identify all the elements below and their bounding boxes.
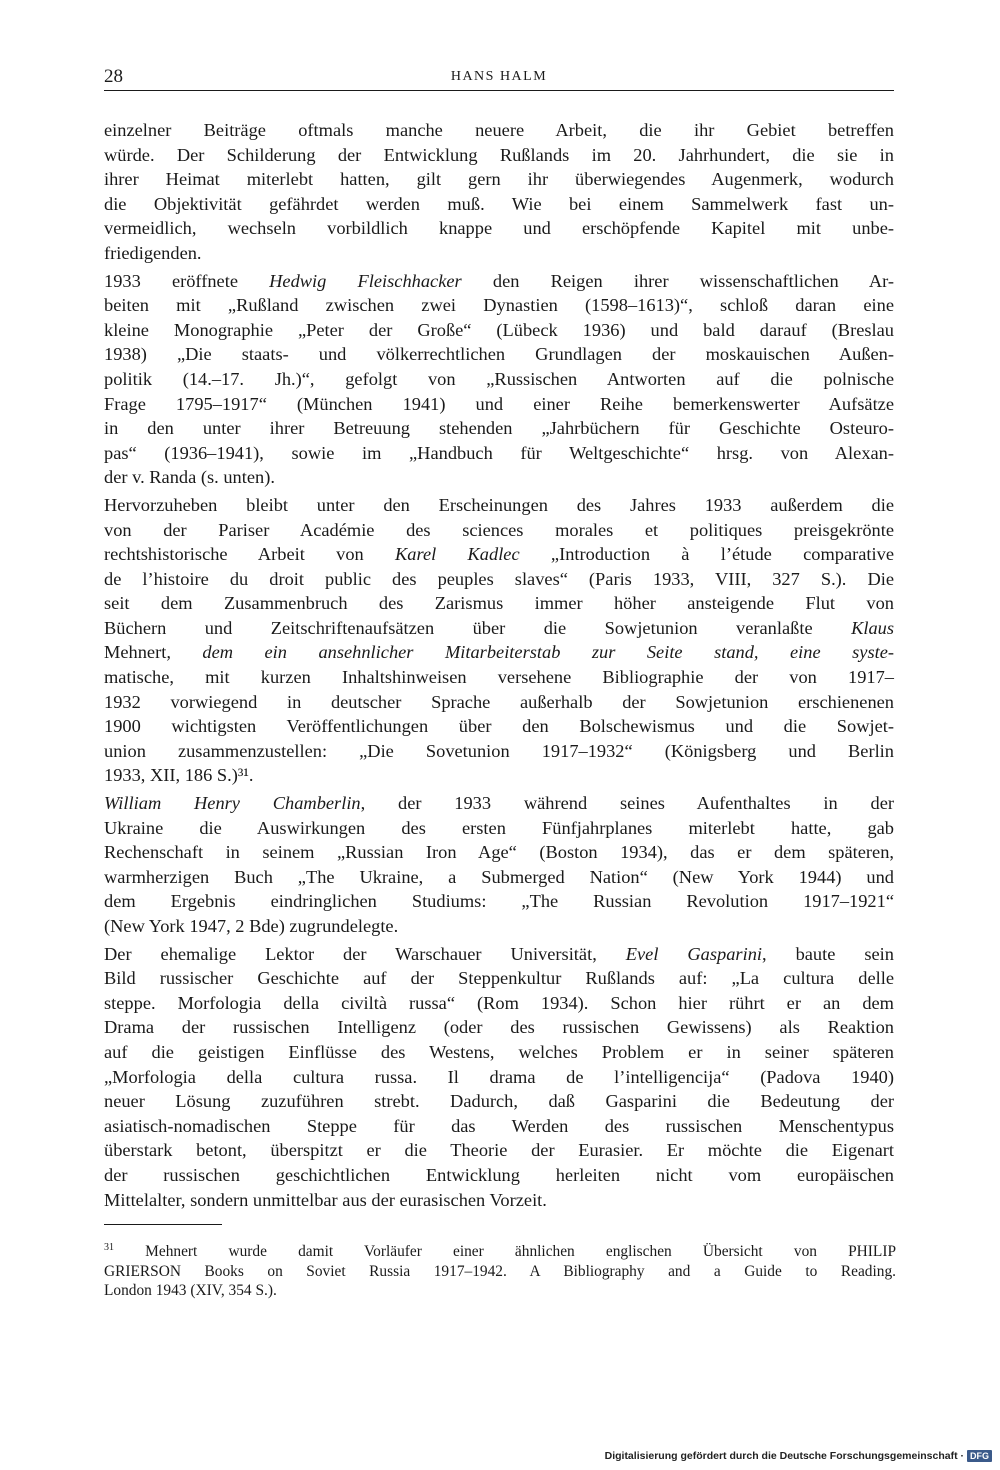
text-line: einzelner Beiträge oftmals manche neuere Arbeit, die ihr Gebiet betreffen [104,120,894,140]
text-line: warmherzigen Buch „The Ukraine, a Submerged Nation“ (New York 1944) und [104,866,894,887]
text-line: seit dem Zusammenbruch des Zarismus immer höher ansteigende Flut von [104,593,894,614]
text-line: überstark betont, überspitzt er die Theorie der Eurasier. Er möchte die Eigenart [104,1140,894,1161]
text-line: in den unter ihrer Betreuung stehenden „Jahrbüchern für Geschichte Osteuro- [104,418,894,439]
footnote-line: GRIERSON Books on Soviet Russia 1917–1942. A Bibliography and a Guide to Reading. [104,1262,896,1280]
text-line: beiten mit „Rußland zwischen zwei Dynastien (1598–1613)“, schloß daran eine [104,295,894,316]
footnote [104,1238,896,1300]
page-number: 28 [104,66,123,87]
text-line: kleine Monographie „Peter der Große“ (Lübeck 1936) und bald darauf (Breslau [104,319,894,340]
footnote-divider [104,1224,222,1225]
text-line: Frage 1795–1917“ (München 1941) und einer Reihe bemerkenswerter Aufsätze [104,393,894,414]
text-line: von der Pariser Académie des sciences morales et politiques preisgekrönte [104,519,894,540]
body-text [104,118,894,1215]
footnote-line: London 1943 (XIV, 354 S.). [104,1281,277,1299]
dfg-logo: DFG [967,1450,992,1462]
text-line: 1938) „Die staats- und völkerrechtlichen Grundlagen der moskauischen Außen- [104,344,894,365]
page-header [104,66,894,91]
footnote-line: $^{31}$ Mehnert wurde damit Vorläufer einer ähnlichen englischen Übersicht von PHILIP [104,1242,896,1261]
text-line: Drama der russischen Intelligenz (oder des russischen Gewissens) als Reaktion [104,1017,894,1038]
text-line: neuer Lösung zuzuführen strebt. Dadurch, daß Gasparini die Bedeutung der [104,1091,894,1112]
text-line: matische, mit kurzen Inhaltshinweisen versehene Bibliographie der von 1917– [104,667,894,688]
text-line: 1900 wichtigsten Veröffentlichungen über den Bolschewismus und die Sowjet- [104,716,894,737]
text-line: William Henry Chamberlin, der 1933 während seines Aufenthaltes in der [104,793,894,814]
text-line: de l’histoire du droit public des peuples slaves“ (Paris 1933, VIII, 327 S.). Die [104,568,894,589]
paragraph [104,118,894,266]
text-line: rechtshistorische Arbeit von Karel Kadlec „Introduction à l’étude comparative [104,544,895,565]
text-line: Mittelalter, sondern unmittelbar aus der eurasischen Vorzeit. [104,1189,547,1210]
paragraph [104,269,894,490]
paragraph [104,791,894,939]
text-line: union zusammenzustellen: „Die Sovetunion 1917–1932“ (Königsberg und Berlin [104,740,894,761]
text-line: der v. Randa (s. unten). [104,467,275,488]
text-line: würde. Der Schilderung der Entwicklung Rußlands im 20. Jahrhundert, die sie in [104,144,894,165]
digitization-credit [605,1450,992,1462]
text-line: auf die geistigen Einflüsse des Westens, welches Problem er in seiner späteren [104,1041,894,1062]
text-line: pas“ (1936–1941), sowie im „Handbuch für Weltgeschichte“ hrsg. von Alexan- [104,442,894,463]
credit-text: Digitalisierung gefördert durch die Deutsche Forschungsgemeinschaft · [604,1450,964,1462]
text-line: friedigenden. [104,242,202,263]
text-line: steppe. Morfologia della civiltà russa“ (Rom 1934). Schon hier rührt er an dem [104,992,894,1013]
text-line: ihrer Heimat miterlebt hatten, gilt gern ihr überwiegendes Augenmerk, wodurch [104,169,894,190]
text-line: dem Ergebnis eindringlichen Studiums: „The Russian Revolution 1917–1921“ [104,891,894,912]
paragraph [104,493,894,788]
text-line: Mehnert, dem ein ansehnlicher Mitarbeiterstab zur Seite stand, eine syste- [104,642,894,663]
text-line: 1933, XII, 186 S.)³¹. [104,765,254,786]
text-line: 1933 eröffnete Hedwig Fleischhacker den Reigen ihrer wissenschaftlichen Ar- [104,270,894,291]
text-line: die Objektivität gefährdet werden muß. Wie bei einem Sammelwerk fast un- [104,193,894,214]
text-line: Der ehemalige Lektor der Warschauer Universität, Evel Gasparini, baute sein [104,943,894,964]
text-line: (New York 1947, 2 Bde) zugrundelegte. [104,916,399,936]
footnote-marker: 31 [104,1242,114,1253]
text-line: Hervorzuheben bleibt unter den Erscheinungen des Jahres 1933 außerdem die [104,494,894,515]
text-line: der russischen geschichtlichen Entwicklung herleiten nicht vom europäischen [104,1164,894,1185]
text-line: Rechenschaft in seinem „Russian Iron Age“ (Boston 1934), das er dem späteren, [104,842,894,863]
text-line: Büchern und Zeitschriftenaufsätzen über die Sowjetunion veranlaßte Klaus [104,617,894,638]
text-line: Ukraine die Auswirkungen des ersten Fünfjahrplanes miterlebt hatte, gab [104,817,894,838]
text-line: vermeidlich, wechseln vorbildlich knappe und erschöpfende Kapitel mit unbe- [104,218,894,239]
text-line: politik (14.–17. Jh.)“, gefolgt von „Russischen Antworten auf die polnische [104,368,894,389]
paragraph [104,942,894,1213]
text-line: Bild russischer Geschichte auf der Steppenkultur Rußlands auf: „La cultura delle [104,968,894,989]
text-line: 1932 vorwiegend in deutscher Sprache außerhalb der Sowjetunion erschienenen [104,691,894,712]
running-head: HANS HALM [450,69,548,84]
text-line: asiatisch-nomadischen Steppe für das Werden des russischen Menschentypus [104,1115,894,1136]
text-line: „Morfologia della cultura russa. Il drama de l’intelligencija“ (Padova 1940) [104,1066,894,1087]
